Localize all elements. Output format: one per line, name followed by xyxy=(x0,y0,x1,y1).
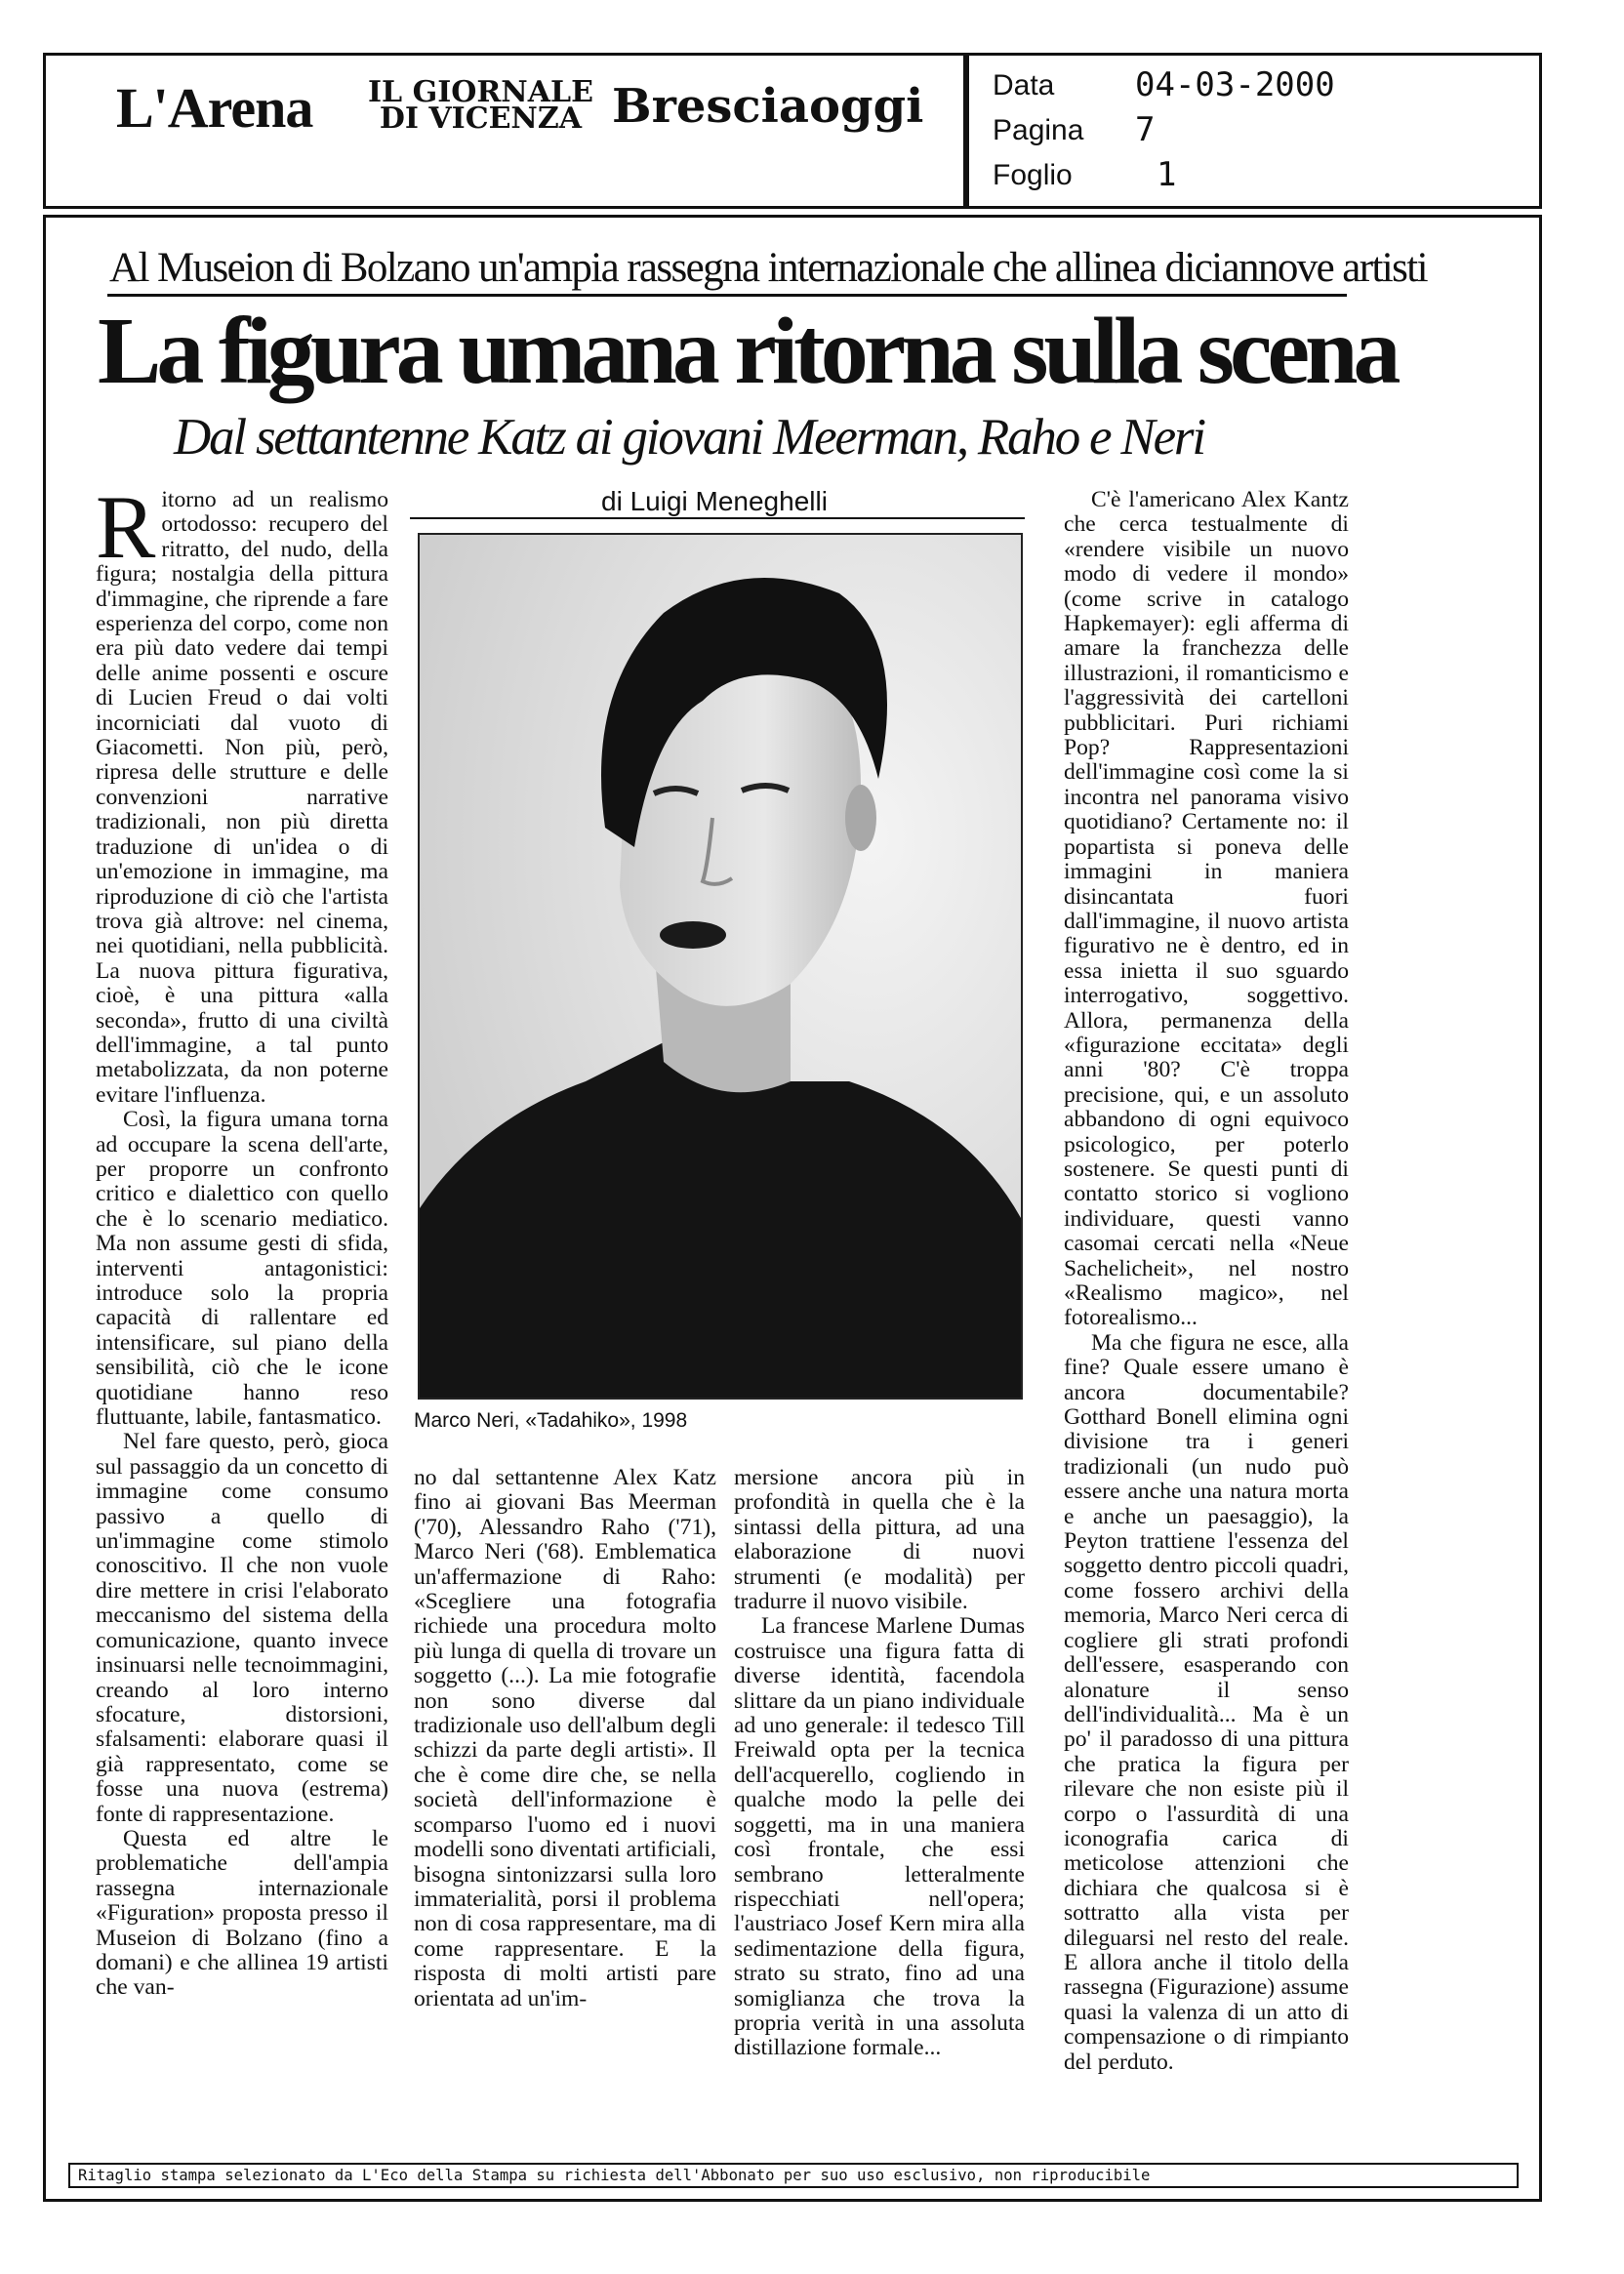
paragraph: Questa ed altre le problematiche dell'ampia rassegna internazionale «Figuration» proposta presso il Museion di Bolzano (fino a domani) e che allinea 19 artisti che van- xyxy=(96,1825,388,2001)
publication-bresciaoggi: Bresciaoggi xyxy=(612,79,924,134)
paragraph: mersione ancora più in profondità in quella che è la sintassi della pittura, ad una elaborazione di nuovi strumenti (e modalità) per tradurre il nuovo visibile. xyxy=(734,1465,1025,1615)
publication-header xyxy=(43,53,966,209)
pagina-label: Pagina xyxy=(993,114,1084,146)
paragraph xyxy=(96,477,388,1108)
article-column-2 xyxy=(414,1466,716,2011)
paragraph: La francese Marlene Dumas costruisce una figura fatta di diverse identità, facendola slittare da un piano individuale ad uno generale: il tedesco Till Freiwald opta per la tecnica dell'acquerello, cogliendo in qualche modo la pelle dei soggetti, ma in una maniera così frontale, che essi sembrano letteralmente rispecchiati nell'opera; l'austriaco Josef Kern mira alla sedimentazione della figura, strato su strato, fino ad una somiglianza che trova la propria verità in una assoluta distillazione formale... xyxy=(734,1613,1025,2061)
clipping-meta xyxy=(966,53,1542,209)
paragraph-text: itorno ad un realismo ortodosso: recupero del ritratto, del nudo, della figura; nostalgia della pittura d'immagine, che riprende a fare esperienza del corpo, come non era più dato vedere dai tempi delle anime possenti e oscure di Lucien Freud o dai volti incorniciati dal vuoto di Giacometti. Non più, però, ripresa delle strutture e delle convenzioni narrative tradizionali, non più diretta traduzione di un'idea o di un'emozione in immagine, ma riproduzione di ciò che l'artista trova già altrove: nel cinema, nei quotidiani, nella pubblicità. La nuova pittura figurativa, cioè, è una pittura «alla seconda», frutto di una civiltà dell'immagine, a tal punto metabolizzata, da non poterne evitare l'influenza. xyxy=(96,487,388,1108)
foglio-label: Foglio xyxy=(993,159,1073,191)
paragraph: Ma che figura ne esce, alla fine? Quale essere umano è ancora documentabile? Gotthard Bonell elimina ogni divisione tra i generi tradizionali (un nudo può essere anche una natura morta e anche un paesaggio), la Peyton trattiene l'essenza del soggetto dentro piccoli quadri, come fossero archivi della memoria, Marco Neri cerca di cogliere gli strati profondi dell'essere, esasperando con alonature il senso dell'individualità... Ma è un po' il paradosso di una pittura che pratica la figura per rilevare che non esiste più il corpo o l'assurdità di una iconografia carica di meticolose attenzioni che dichiara che qualcosa si è sottratto alla vista per dileguarsi nel resto del reale. E allora anche il titolo della rassegna (Figurazione) assume quasi la valenza di un atto di compensazione o di rimpianto del perduto. xyxy=(1064,1329,1349,2075)
paragraph: Nel fare questo, però, gioca sul passaggio da un concetto di immagine come consumo passivo a quello di un'immagine come stimolo conoscitivo. Il che non vuole dire mettere in crisi l'elaborato meccanismo del sistema della comunicazione, quanto invece insinuarsi nelle tecnoimmagini, creando al loro interno sfocature, distorsioni, sfalsamenti: elaborare quasi il già rappresentato, come se fosse una nuova (estrema) fonte di rappresentazione. xyxy=(96,1429,388,1827)
article-column-3 xyxy=(734,1466,1025,2061)
article-headline: La figura umana ritorna sulla scena xyxy=(98,299,1397,404)
article-column-4 xyxy=(1064,488,1349,2075)
data-label: Data xyxy=(993,69,1055,102)
paragraph: no dal settantenne Alex Katz fino ai giovani Bas Meerman ('70), Alessandro Raho ('71), Marco Neri ('68). Emblematica un'affermazione di Raho: «Scegliere una fotografia richiede una procedura molto più lunga di quella di trovare un soggetto (...). La mie fotografie non sono diverse dal tradizionale uso dell'album degli schizzi da parte degli artisti». Il che è come dire che, se nella società dell'informazione è scomparso l'uomo ed i nuovi modelli sono diventati artificiali, bisogna sintonizzarsi sulla loro immaterialità, porsi il problema non di cosa rappresentare, ma di come rappresentare. E la risposta di molti artisti pare orientata ad un'im- xyxy=(414,1465,716,2011)
publication-vicenza-line2: DI VICENZA xyxy=(379,102,583,136)
portrait-illustration xyxy=(420,535,1021,1398)
kicker-divider xyxy=(107,294,1347,297)
foglio-value: 1 xyxy=(1157,155,1177,194)
article-photo xyxy=(418,533,1023,1400)
photo-caption: Marco Neri, «Tadahiko», 1998 xyxy=(414,1409,688,1432)
article-subhead: Dal settantenne Katz ai giovani Meerman, Raho e Neri xyxy=(174,409,1204,466)
publication-giornale-di-vicenza xyxy=(368,75,593,136)
pagina-value: 7 xyxy=(1135,110,1156,149)
article-column-1 xyxy=(96,477,388,2001)
data-value: 04-03-2000 xyxy=(1135,65,1335,104)
paragraph: C'è l'americano Alex Kantz che cerca testualmente di «rendere visibile un nuovo modo di vedere il mondo» (come scrive in catalogo Hapkemayer): egli afferma di amare la franchezza delle illustrazioni, il romanticismo e l'aggressività dei cartelloni pubblicitari. Puri richiami Pop? Rappresentazioni dell'immagine così come la si incontra nel panorama visivo quotidiano? Certamente no: il popartista si poneva delle immagini in maniera disincantata fuori dall'immagine, il nuovo artista figurativo ne è dentro, ed in essa inietta il suo sguardo interrogativo, soggettivo. Allora, permanenza della «figurazione eccitata» degli anni '80? C'è troppa precisione, qui, e un assoluto abbandono di ogni equivoco psicologico, per poterlo sostenere. Se questi punti di contatto storico si vogliono individuare, questi vanno casomai cercati nella «Neue Sachelicheit», nel nostro «Realismo magico», nel fotorealismo... xyxy=(1064,487,1349,1331)
article-byline: di Luigi Meneghelli xyxy=(601,486,828,516)
byline-divider xyxy=(410,517,1025,519)
paragraph: Così, la figura umana torna ad occupare la scena dell'arte, per proporre un confronto critico e dialettico con quello che è lo scenario mediatico. Ma non assume gesti di sfida, interventi antagonistici: introduce solo la propria capacità di rallentare ed intensificare, sul piano della sensibilità, ciò che le icone quotidiane hanno reso fluttuante, labile, fantasmatico. xyxy=(96,1107,388,1431)
clipping-disclaimer: Ritaglio stampa selezionato da L'Eco della Stampa su richiesta dell'Abbonato per suo uso esclusivo, non riproducibile xyxy=(68,2163,1519,2188)
article-kicker: Al Museion di Bolzano un'ampia rassegna internazionale che allinea diciannove artisti xyxy=(109,245,1427,291)
publication-vicenza-line1: IL GIORNALE xyxy=(368,75,593,109)
drop-cap: R xyxy=(96,477,156,577)
publication-arena: L'Arena xyxy=(116,76,313,140)
